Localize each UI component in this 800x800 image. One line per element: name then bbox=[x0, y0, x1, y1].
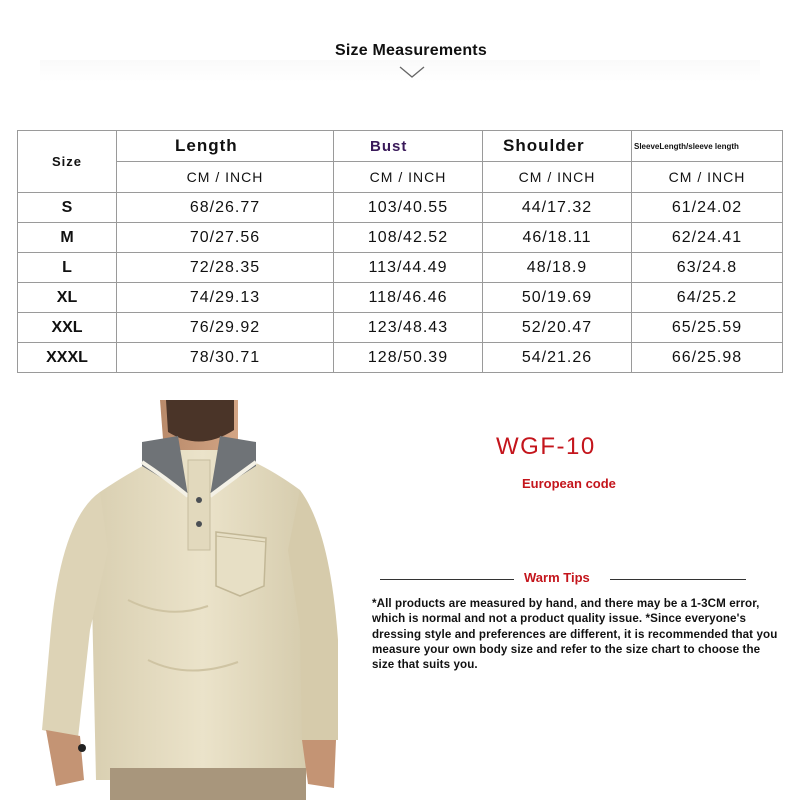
unit-label: CM / INCH bbox=[117, 162, 334, 193]
unit-label: CM / INCH bbox=[632, 162, 783, 193]
bust-cell: 123/48.43 bbox=[334, 313, 483, 343]
page-title: Size Measurements bbox=[335, 42, 487, 59]
size-header: Size bbox=[18, 131, 117, 193]
column-header-bust: Bust bbox=[334, 131, 483, 162]
table-row bbox=[18, 283, 783, 313]
column-header-length: Length bbox=[117, 131, 334, 162]
table-row bbox=[18, 253, 783, 283]
code-note: European code bbox=[522, 476, 616, 491]
model-beard bbox=[166, 400, 234, 442]
column-header-shoulder: Shoulder bbox=[483, 131, 632, 162]
length-cell: 70/27.56 bbox=[117, 223, 334, 253]
table-row bbox=[18, 223, 783, 253]
length-cell: 72/28.35 bbox=[117, 253, 334, 283]
divider bbox=[610, 579, 746, 580]
shoulder-cell: 54/21.26 bbox=[483, 343, 632, 373]
length-cell: 76/29.92 bbox=[117, 313, 334, 343]
shoulder-cell: 44/17.32 bbox=[483, 193, 632, 223]
size-cell: L bbox=[18, 253, 117, 283]
sleeve-cell: 65/25.59 bbox=[632, 313, 783, 343]
chevron-down-icon bbox=[398, 64, 426, 80]
model-right-hand bbox=[302, 740, 336, 788]
shoulder-cell: 46/18.11 bbox=[483, 223, 632, 253]
sleeve-cell: 64/25.2 bbox=[632, 283, 783, 313]
model-trousers bbox=[110, 768, 306, 800]
size-chart-table bbox=[17, 130, 783, 373]
table-row bbox=[18, 343, 783, 373]
bust-cell: 113/44.49 bbox=[334, 253, 483, 283]
unit-label: CM / INCH bbox=[334, 162, 483, 193]
tips-title: Warm Tips bbox=[524, 570, 590, 585]
length-cell: 74/29.13 bbox=[117, 283, 334, 313]
sleeve-cell: 61/24.02 bbox=[632, 193, 783, 223]
unit-label: CM / INCH bbox=[483, 162, 632, 193]
bust-cell: 103/40.55 bbox=[334, 193, 483, 223]
bust-cell: 118/46.46 bbox=[334, 283, 483, 313]
length-cell: 78/30.71 bbox=[117, 343, 334, 373]
sleeve-cell: 66/25.98 bbox=[632, 343, 783, 373]
tips-body: *All products are measured by hand, and there may be a 1-3CM error, which is normal and not a product quality issue. *Since everyone's dressing style and preferences are different, it is recommended that you measure your own body size and refer to the size chart to choose the size that suits you. bbox=[372, 597, 778, 672]
size-cell: M bbox=[18, 223, 117, 253]
length-cell: 68/26.77 bbox=[117, 193, 334, 223]
bust-cell: 108/42.52 bbox=[334, 223, 483, 253]
product-photo bbox=[38, 400, 338, 800]
size-cell: S bbox=[18, 193, 117, 223]
sleeve-cell: 63/24.8 bbox=[632, 253, 783, 283]
shoulder-cell: 50/19.69 bbox=[483, 283, 632, 313]
bust-cell: 128/50.39 bbox=[334, 343, 483, 373]
model-code: WGF-10 bbox=[496, 433, 596, 460]
size-cell: XXXL bbox=[18, 343, 117, 373]
size-cell: XXL bbox=[18, 313, 117, 343]
table-row bbox=[18, 313, 783, 343]
model-left-hand bbox=[46, 730, 84, 786]
table-row bbox=[18, 193, 783, 223]
divider bbox=[380, 579, 514, 580]
sleeve-cell: 62/24.41 bbox=[632, 223, 783, 253]
column-header-sleeve: SleeveLength/sleeve length bbox=[632, 131, 783, 162]
shirt-placket bbox=[188, 460, 210, 550]
size-cell: XL bbox=[18, 283, 117, 313]
shoulder-cell: 52/20.47 bbox=[483, 313, 632, 343]
shoulder-cell: 48/18.9 bbox=[483, 253, 632, 283]
